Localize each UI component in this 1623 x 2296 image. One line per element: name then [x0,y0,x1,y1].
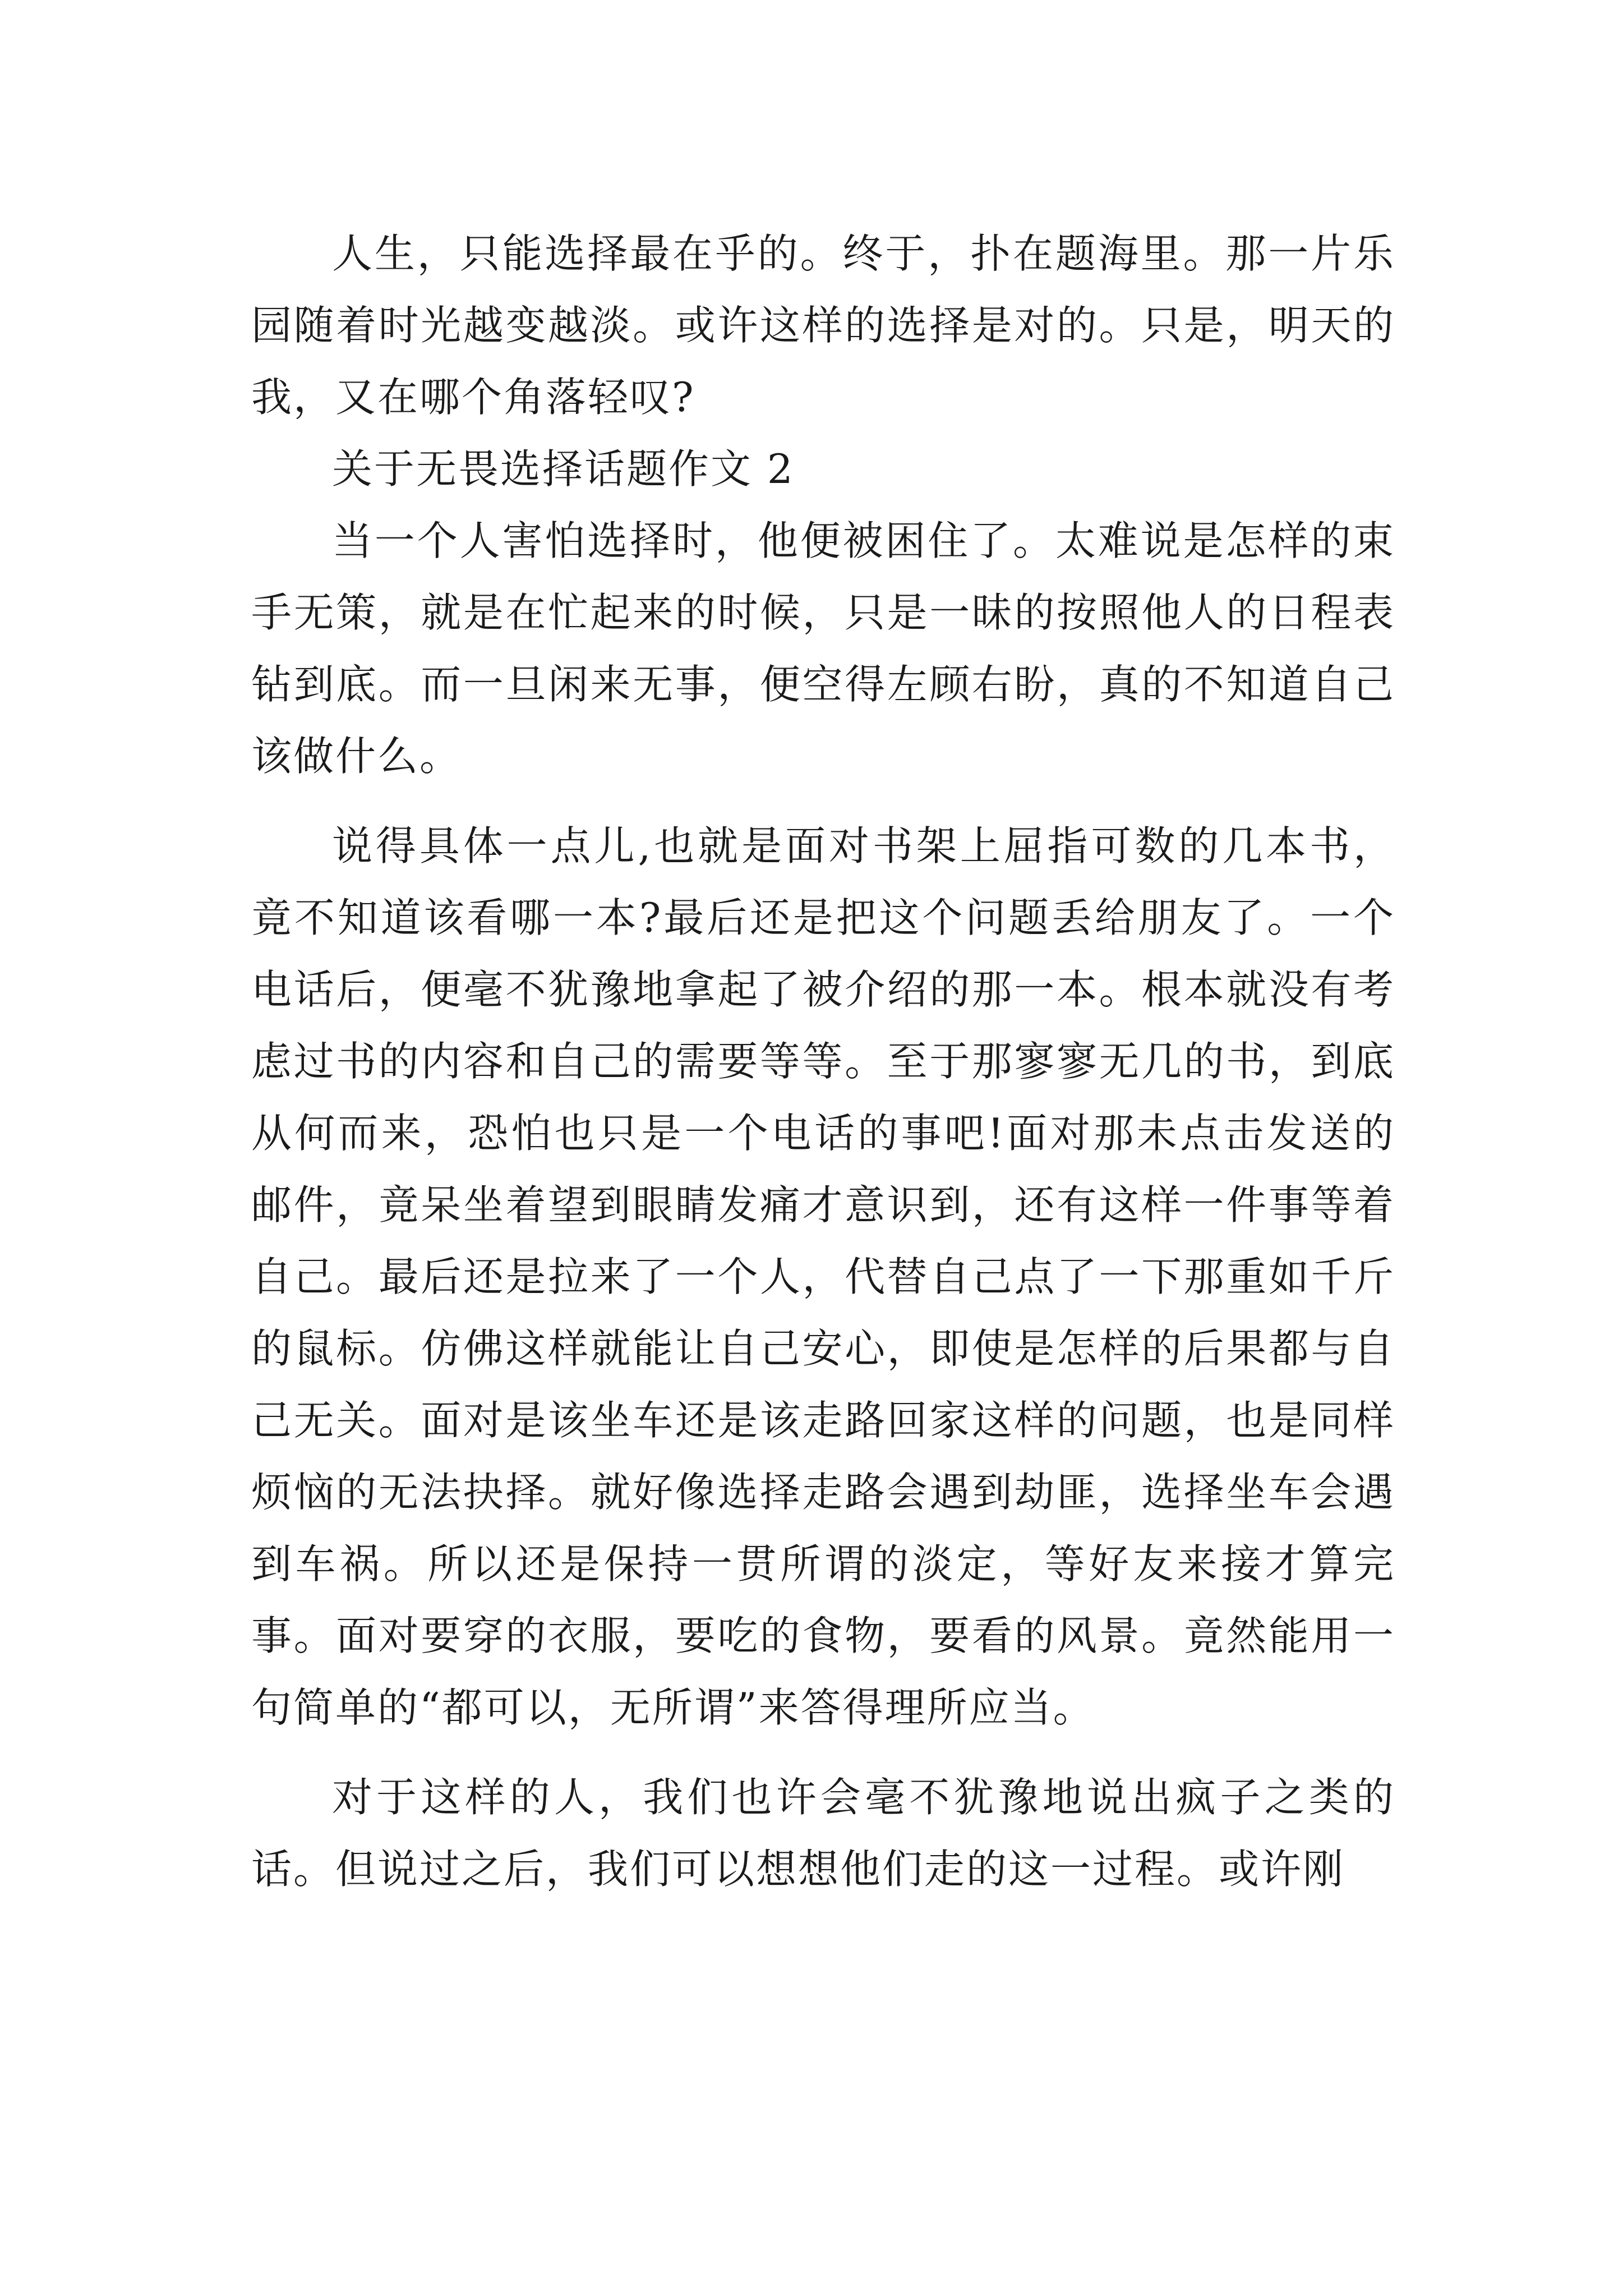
paragraph-reflection: 对于这样的人，我们也许会毫不犹豫地说出疯子之类的话。但说过之后，我们可以想想他们走的这一过程。或许刚 [251,1774,1395,1893]
essay-heading: 关于无畏选择话题作文 2 [332,445,795,493]
document-body [251,218,1395,1905]
paragraph-intro: 人生，只能选择最在乎的。终于，扑在题海里。那一片乐园随着时光越变越淡。或许这样的选择是对的。只是，明天的我，又在哪个角落轻叹? [251,230,1395,421]
paragraph-examples: 说得具体一点儿,也就是面对书架上屈指可数的几本书，竟不知道该看哪一本?最后还是把这个问题丢给朋友了。一个电话后，便毫不犹豫地拿起了被介绍的那一本。根本就没有考虑过书的内容和自己的需要等等。至于那寥寥无几的书，到底从何而来，恐怕也只是一个电话的事吧!面对那未点击发送的邮件，竟呆坐着望到眼睛发痛才意识到，还有这样一件事等着自己。最后还是拉来了一个人，代替自己点了一下那重如千斤的鼠标。仿佛这样就能让自己安心，即使是怎样的后果都与自己无关。面对是该坐车还是该走路回家这样的问题，也是同样烦恼的无法抉择。就好像选择走路会遇到劫匪，选择坐车会遇到车祸。所以还是保持一贯所谓的淡定，等好友来接才算完事。面对要穿的衣服，要吃的食物，要看的风景。竟然能用一句简单的“都可以，无所谓”来答得理所应当。 [251,822,1395,1731]
paragraph-fear-of-choice: 当一个人害怕选择时，他便被困住了。太难说是怎样的束手无策，就是在忙起来的时候，只是一昧的按照他人的日程表钻到底。而一旦闲来无事，便空得左顾右盼，真的不知道自己该做什么。 [251,517,1395,780]
